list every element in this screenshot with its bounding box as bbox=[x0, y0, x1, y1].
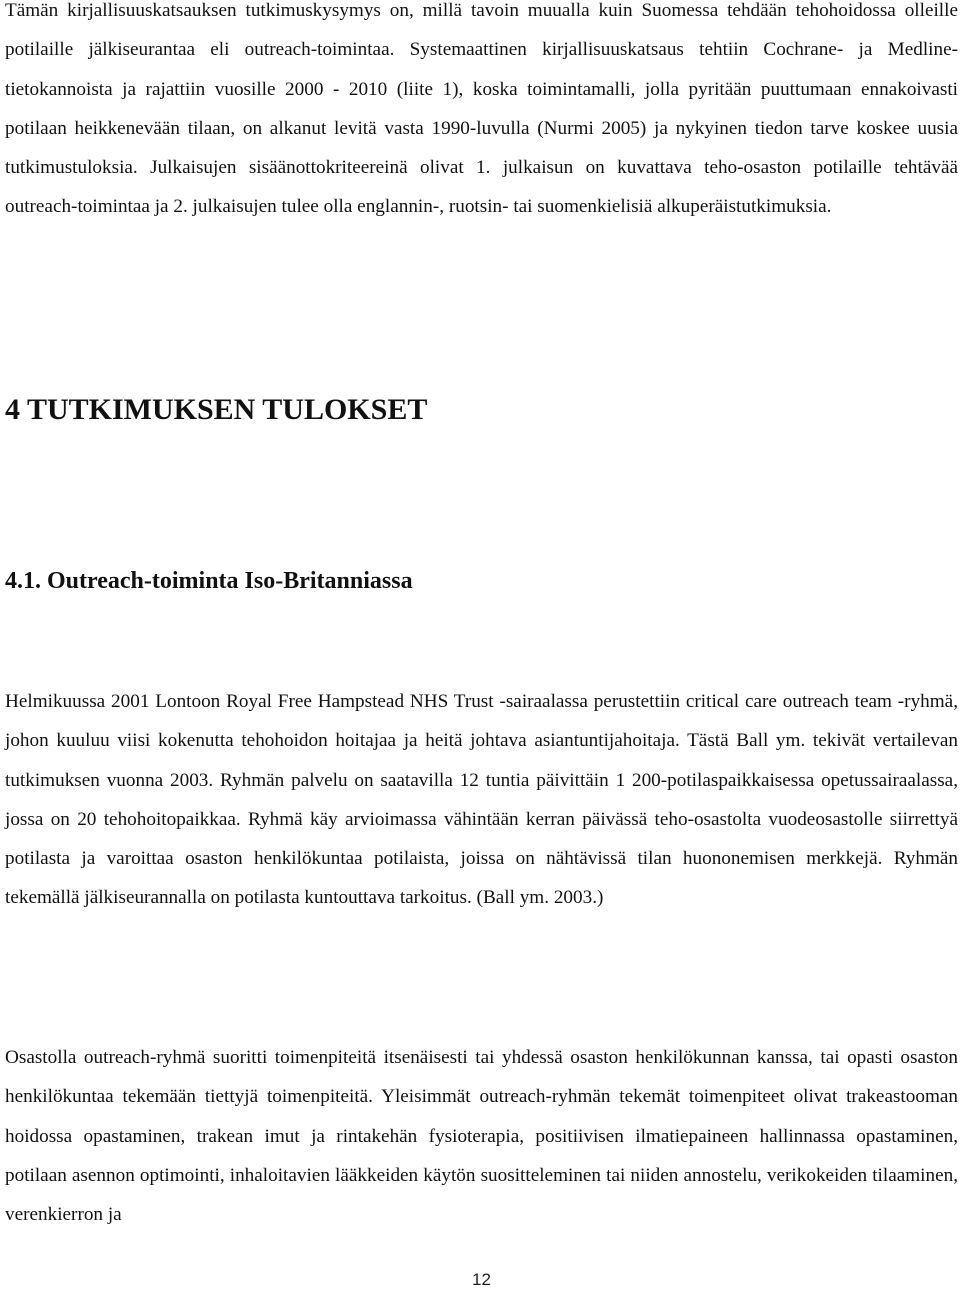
body-paragraph-2: Osastolla outreach-ryhmä suoritti toimenpiteitä itsenäisesti tai yhdessä osaston henkilökunnan kanssa, tai opasti osaston henkilökuntaa tekemään tiettyjä toimenpiteitä. Yleisimmät outreach-ryhmän tekemät toimenpiteet olivat trakeastooman hoidossa opastaminen, trakean imut ja rintakehän fysioterapia, positiivisen ilmatiepaineen hallinnassa opastaminen, potilaan asennon optimointi, inhaloitavien lääkkeiden käytön suositteleminen tai niiden annostelu, verikokeiden tilaaminen, verenkierron ja bbox=[5, 1047, 958, 1226]
page-number: 12 bbox=[472, 1270, 491, 1289]
subsection-heading: 4.1. Outreach-toiminta Iso-Britanniassa bbox=[5, 568, 413, 594]
intro-paragraph: Tämän kirjallisuuskatsauksen tutkimuskysymys on, millä tavoin muualla kuin Suomessa tehdään tehohoidossa olleille potilaille jälkiseurantaa eli outreach-toimintaa. Systemaattinen kirjallisuuskatsaus tehtiin Cochrane- ja Medline-tietokannoista ja rajattiin vuosille 2000 - 2010 (liite 1), koska toimintamalli, jolla pyritään puuttumaan ennakoivasti potilaan heikkenevään tilaan, on alkanut levitä vasta 1990-luvulla (Nurmi 2005) ja nykyinen tiedon tarve koskee uusia tutkimustuloksia. Julkaisujen sisäänottokriteereinä olivat 1. julkaisun on kuvattava teho-osaston potilaille tehtävää outreach-toimintaa ja 2. julkaisujen tulee olla englannin-, ruotsin- tai suomenkielisiä alkuperäistutkimuksia. bbox=[5, 0, 958, 218]
document-page bbox=[5, 0, 958, 1289]
section-heading: 4 TUTKIMUKSEN TULOKSET bbox=[5, 393, 428, 426]
body-paragraph-1: Helmikuussa 2001 Lontoon Royal Free Hampstead NHS Trust -sairaalassa perustettiin critical care outreach team -ryhmä, johon kuuluu viisi kokenutta tehohoidon hoitajaa ja heitä johtava asiantuntijahoitaja. Tästä Ball ym. tekivät vertailevan tutkimuksen vuonna 2003. Ryhmän palvelu on saatavilla 12 tuntia päivittäin 1 200-potilaspaikkaisessa opetussairaalassa, jossa on 20 tehohoitopaikkaa. Ryhmä käy arvioimassa vähintään kerran päivässä teho-osastolta vuodeosastolle siirrettyä potilasta ja varoittaa osaston henkilökuntaa potilaista, joissa on nähtävissä tilan huononemisen merkkejä. Ryhmän tekemällä jälkiseurannalla on potilasta kuntouttava tarkoitus. (Ball ym. 2003.) bbox=[5, 691, 958, 909]
